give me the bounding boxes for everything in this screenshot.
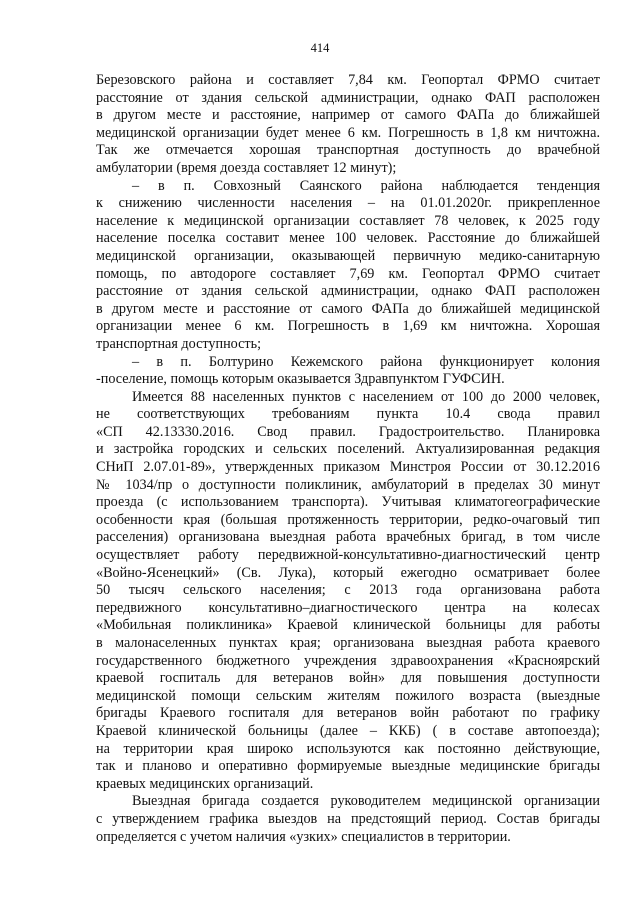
text-line: расстояние от здания сельской администрации, однако ФАП расположен [96,283,600,300]
text-line: в другом месте и расстояние, например от самого ФАПа до ближайшей [96,107,600,124]
text-line: передвижного консультативно–диагностического центра на колесах [96,599,600,616]
text-line: так и планово и оперативно формируемые выездные медицинские бригады [96,758,600,775]
page-number: 414 [310,41,330,55]
text-line: «СП 42.13330.2016. Свод правил. Градостроительство. Планировка [96,423,600,440]
text-line: «Мобильная поликлиника» Краевой клинической больницы для работы [96,617,600,634]
text-line: и застройка городских и сельских поселений. Актуализированная редакция [96,441,600,458]
text-line: 50 тысяч сельского населения; с 2013 года организована работа [96,582,600,599]
text-line: государственного бюджетного учреждения здравоохранения «Красноярский [96,652,600,669]
text-line: население к медицинской организации составляет 78 человек, к 2025 году [96,212,600,229]
text-line: бригады Краевого госпиталя для ветеранов войн работают по графику [96,705,600,722]
text-line: проезда (с использованием транспорта). Учитывая климатогеографические [96,494,600,511]
text-line: Краевой клинической больницы (далее – ККБ) ( в составе автопоезда); [96,722,600,739]
text-line: определяется с учетом наличия «узких» специалистов в территории. [96,828,511,845]
text-line: в малонаселенных пунктах края; организована выездная работа краевого [96,635,600,651]
text-line: транспортная доступность; [96,335,262,352]
text-line: особенности края (большая протяженность территории, редко-очаговый тип [96,511,600,528]
text-line: «Войно-Ясенецкий» (Св. Лука), который ежегодно осматривает более [96,564,600,581]
text-line: помощь, по автодороге составляет 7,69 км. Геопортал ФРМО считает [96,265,600,282]
text-line: население поселка составит менее 100 человек. Расстояние до ближайшей [96,230,600,247]
text-line: на территории края широко используются как постоянно действующие, [96,740,600,757]
text-line: краевой госпиталь для ветеранов войн» для повышения доступности [96,670,600,687]
text-line: № 1034/пр о доступности поликлиник, амбулаторий в пределах 30 минут [96,476,600,493]
text-line: краевых медицинских организаций. [96,775,314,792]
text-line: организации менее 6 км. Погрешность в 1,69 км ничтожна. Хорошая [96,318,600,335]
document-body [96,72,600,846]
text-line: СНиП 2.07.01-89», утвержденных приказом Минстроя России от 30.12.2016 [96,459,600,476]
text-line: – в п. Болтурино Кежемского района функционирует колония [132,353,600,370]
text-line: Выездная бригада создается руководителем медицинской организации [132,793,600,810]
text-line: осуществляет работу передвижной-консультативно-диагностический центр [96,547,600,564]
text-line: в другом месте и расстояние от самого ФАПа до ближайшей медицинской [96,300,600,317]
text-line: с утверждением графика выездов на предстоящий период. Состав бригады [96,810,600,827]
text-line: Березовского района и составляет 7,84 км. Геопортал ФРМО считает [96,72,600,88]
text-line: медицинской помощи сельским жителям пожилого возраста (выездные [96,687,600,704]
text-line: Так же отмечается хорошая транспортная доступность до врачебной [96,142,600,159]
text-line: амбулатории (время доезда составляет 12 минут); [96,159,397,176]
text-line: – в п. Совхозный Саянского района наблюдается тенденция [132,177,600,194]
text-line: не соответствующих требованиям пункта 10.4 свода правил [96,406,600,423]
text-line: медицинской организации, оказывающей первичную медико-санитарную [96,247,600,264]
text-line: расселения) организована выездная работа врачебных бригад, в том числе [96,529,600,546]
text-line: расстояние от здания сельской администрации, однако ФАП расположен [96,89,600,106]
text-line: -поселение, помощь которым оказывается Здравпунктом ГУФСИН. [96,371,505,388]
text-line: медицинской организации будет менее 6 км. Погрешность в 1,8 км ничтожна. [96,124,600,141]
text-line: к снижению численности населения – на 01.01.2020г. прикрепленное [96,195,600,212]
text-line: Имеется 88 населенных пунктов с населением от 100 до 2000 человек, [132,388,600,405]
